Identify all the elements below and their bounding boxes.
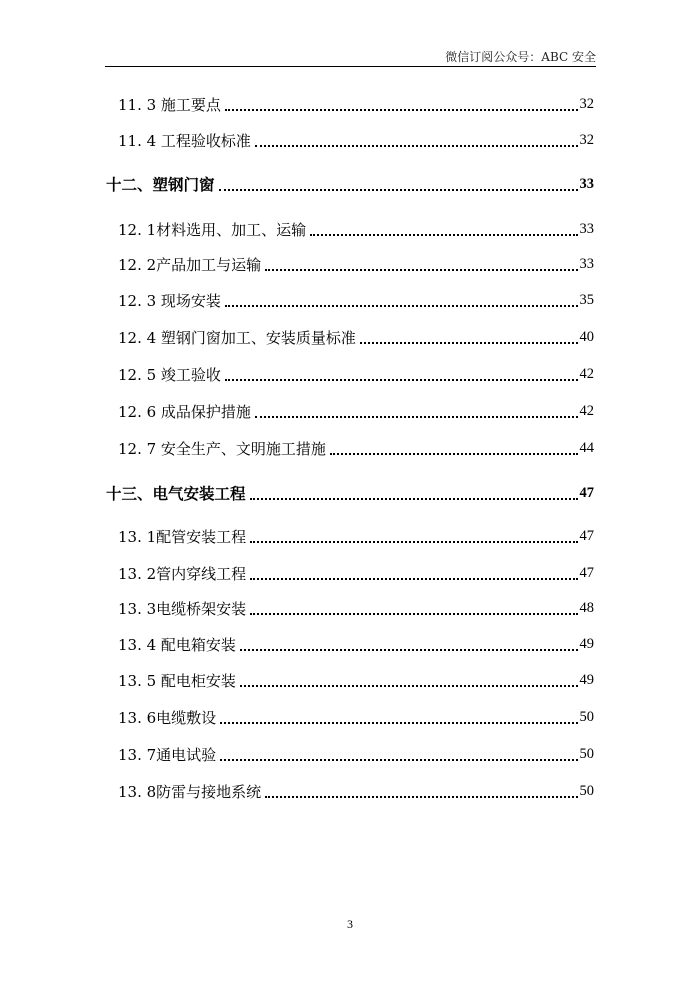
dot-leader: [225, 108, 578, 111]
toc-section-row[interactable]: [0, 524, 700, 548]
toc-entry-title: 十三、电气安装工程: [106, 484, 246, 503]
header-text: 微信订阅公众号：ABC 安全: [445, 50, 596, 64]
toc-page-number: 32: [579, 95, 594, 112]
dot-leader: [240, 684, 578, 687]
toc-page-number: 49: [579, 671, 594, 688]
dot-leader: [255, 415, 578, 418]
toc-section-row[interactable]: [0, 561, 700, 585]
toc-page-number: 42: [579, 365, 594, 382]
dot-leader: [219, 188, 578, 191]
toc-section-row[interactable]: [0, 668, 700, 692]
toc-entry-title: 11. 3 施工要点: [118, 95, 221, 114]
toc-page-number: 47: [579, 484, 594, 501]
toc-entry-title: 13. 7通电试验: [118, 745, 217, 764]
toc-section-row[interactable]: [0, 779, 700, 803]
toc-entry-title: 13. 8防雷与接地系统: [118, 782, 262, 801]
toc-page-number: 33: [579, 255, 594, 272]
toc-page-number: 32: [579, 131, 594, 148]
toc-page-number: 35: [579, 291, 594, 308]
toc-entry-title: 13. 2管内穿线工程: [118, 564, 247, 583]
toc-section-row[interactable]: [0, 325, 700, 349]
toc-section-row[interactable]: [0, 288, 700, 312]
toc-section-row[interactable]: [0, 217, 700, 241]
toc-entry-title: 13. 4 配电箱安装: [118, 635, 236, 654]
toc-entry-title: 13. 6电缆敷设: [118, 708, 217, 727]
dot-leader: [265, 268, 577, 271]
page-number: 3: [347, 917, 353, 931]
toc-entry-title: 12. 4 塑钢门窗加工、安装质量标准: [118, 328, 356, 347]
dot-leader: [250, 497, 578, 500]
toc-section-row[interactable]: [0, 632, 700, 656]
toc-page-number: 47: [579, 564, 594, 581]
toc-chapter-row[interactable]: [0, 172, 700, 196]
dot-leader: [255, 144, 578, 147]
toc-entry-title: 十二、塑钢门窗: [106, 175, 215, 194]
toc-section-row[interactable]: [0, 436, 700, 460]
toc-entry-title: 11. 4 工程验收标准: [118, 131, 251, 150]
toc-section-row[interactable]: [0, 399, 700, 423]
dot-leader: [360, 341, 578, 344]
toc-page-number: 47: [579, 527, 594, 544]
toc-entry-title: 12. 7 安全生产、文明施工措施: [118, 439, 326, 458]
toc-section-row[interactable]: [0, 128, 700, 152]
toc-page-number: 40: [579, 328, 594, 345]
toc-entry-title: 12. 6 成品保护措施: [118, 402, 251, 421]
toc-page-number: 33: [579, 175, 594, 192]
toc-page-number: 48: [579, 599, 594, 616]
toc-section-row[interactable]: [0, 92, 700, 116]
dot-leader: [265, 795, 577, 798]
toc-page-number: 50: [579, 708, 594, 725]
dot-leader: [250, 577, 577, 580]
dot-leader: [330, 452, 578, 455]
toc-chapter-row[interactable]: [0, 481, 700, 505]
dot-leader: [250, 612, 577, 615]
dot-leader: [240, 648, 578, 651]
toc-page-number: 50: [579, 745, 594, 762]
toc-section-row[interactable]: [0, 252, 700, 276]
dot-leader: [220, 758, 577, 761]
toc-entry-title: 12. 1材料选用、加工、运输: [118, 220, 307, 239]
dot-leader: [225, 304, 578, 307]
dot-leader: [250, 540, 577, 543]
toc-section-row[interactable]: [0, 705, 700, 729]
toc-section-row[interactable]: [0, 596, 700, 620]
toc-entry-title: 13. 3电缆桥架安装: [118, 599, 247, 618]
toc-page-number: 42: [579, 402, 594, 419]
toc-page-number: 49: [579, 635, 594, 652]
dot-leader: [310, 233, 577, 236]
toc-entry-title: 12. 2产品加工与运输: [118, 255, 262, 274]
dot-leader: [220, 721, 577, 724]
page-header: [105, 46, 596, 67]
toc-entry-title: 12. 5 竣工验收: [118, 365, 221, 384]
toc-page-number: 44: [579, 439, 594, 456]
dot-leader: [225, 378, 578, 381]
toc-entry-title: 13. 1配管安装工程: [118, 527, 247, 546]
toc-page-number: 33: [579, 220, 594, 237]
toc-section-row[interactable]: [0, 742, 700, 766]
toc-section-row[interactable]: [0, 362, 700, 386]
toc-page-number: 50: [579, 782, 594, 799]
toc-entry-title: 13. 5 配电柜安装: [118, 671, 236, 690]
toc-entry-title: 12. 3 现场安装: [118, 291, 221, 310]
